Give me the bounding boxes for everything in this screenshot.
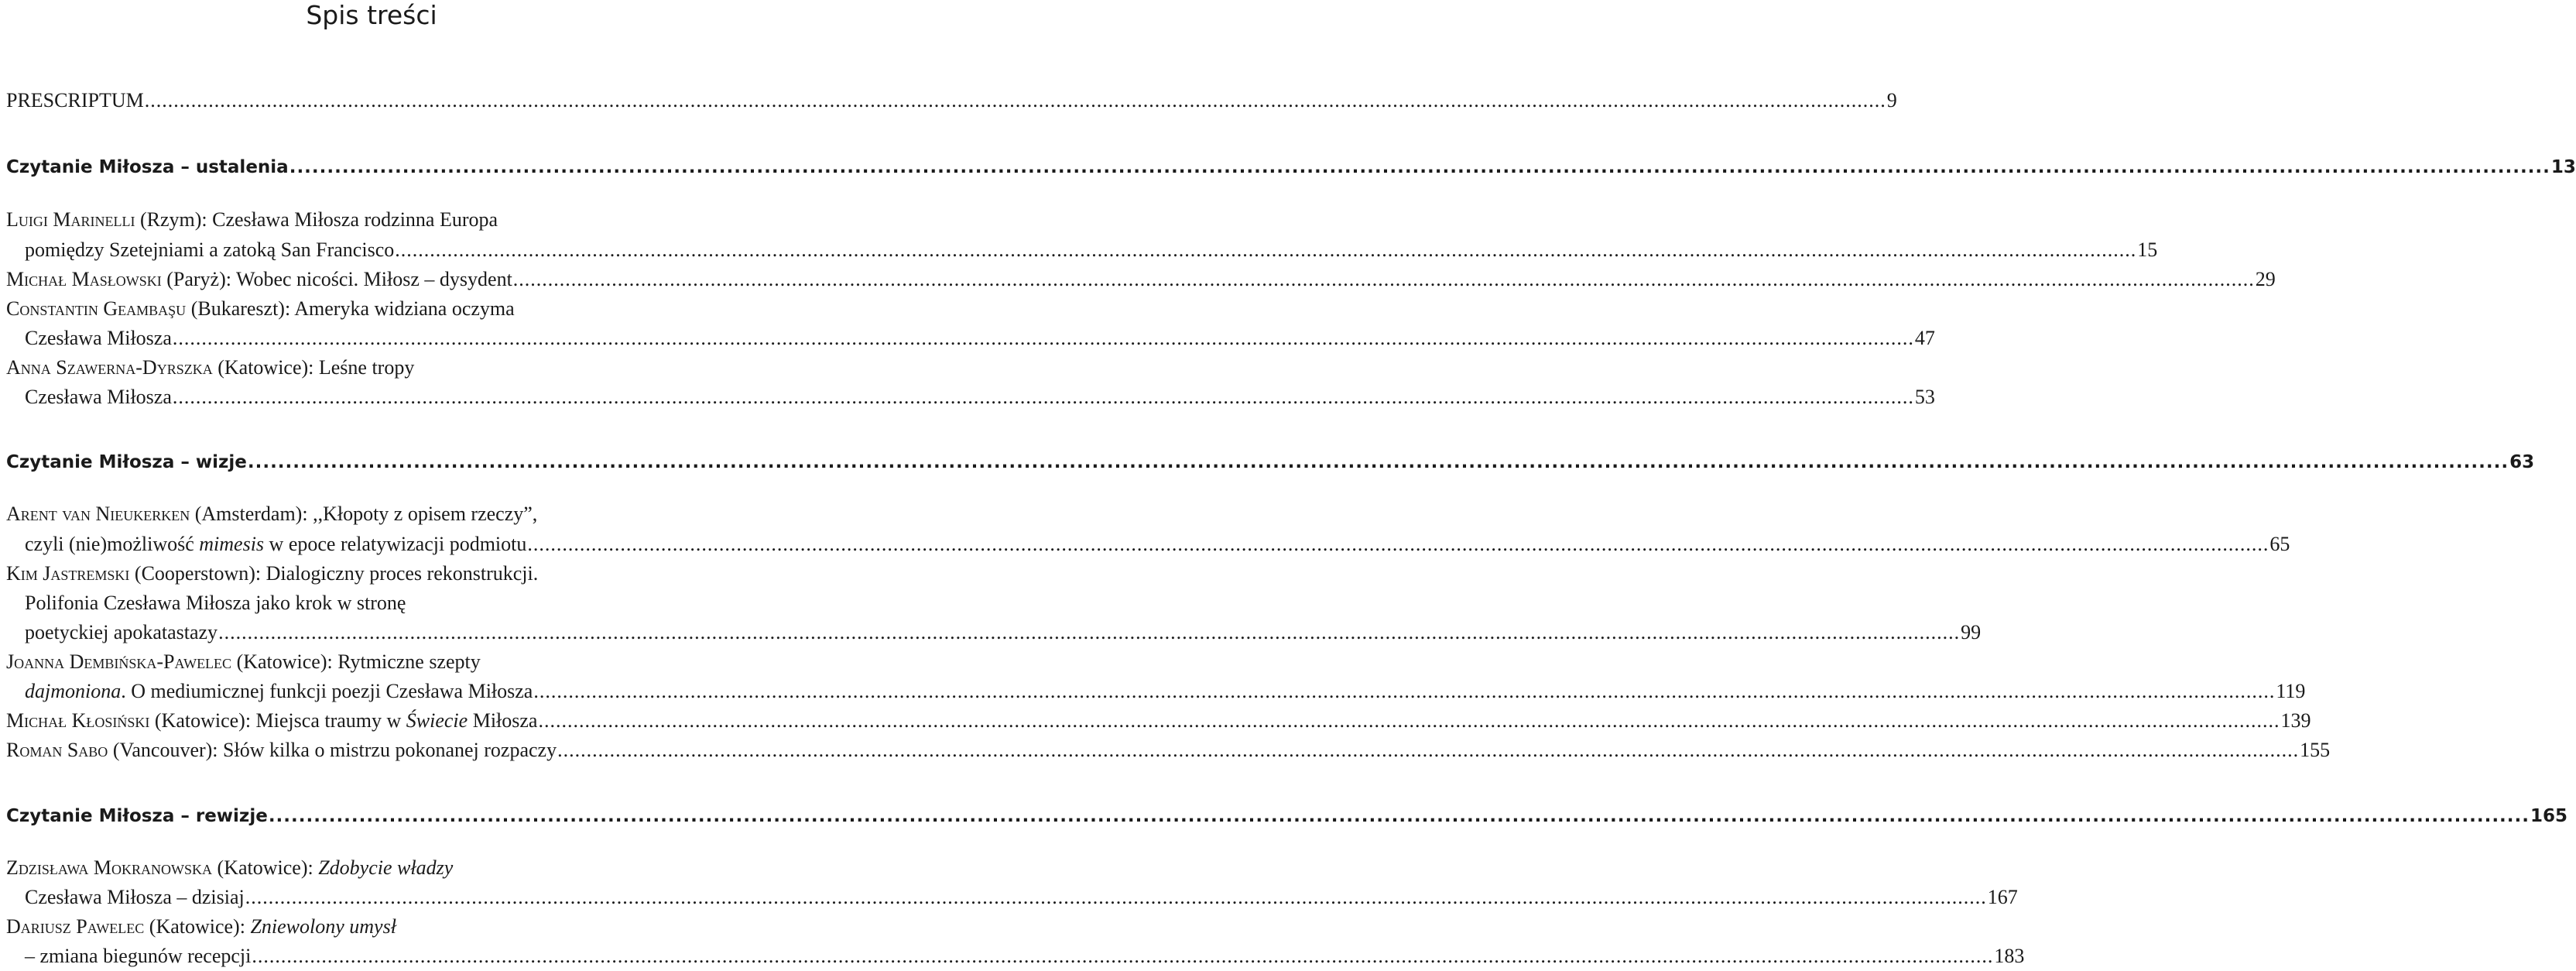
entry-title: (Amsterdam): ,,Kłopoty z opisem rzeczy”, [190,503,538,525]
leader-dots: ............................................................................................................................................................................................................................................................................................................ [289,157,2550,177]
entry-title: (Cooperstown): Dialogiczny proces rekonstrukcji. [129,562,539,585]
page-number: 15 [2137,238,2158,261]
toc-section-rewizje [6,801,2568,831]
entry-title: (Katowice): Rytmiczne szepty [231,650,481,673]
toc-entry-maslowski [6,265,2276,294]
toc-entry-szawerna-cont [25,383,1935,412]
entry-title-italic: Zdobycie władzy [318,856,454,879]
toc-entry-szawerna [6,353,740,383]
leader-dots: ............................................................................................................................................................................................................................................................................................................ [512,268,2255,290]
leader-dots: ............................................................................................................................................................................................................................................................................................................ [172,386,1914,408]
page-number: 65 [2269,533,2290,555]
page-number: 165 [2530,806,2568,826]
entry-author: Joanna Dembińska-Pawelec [6,650,232,673]
entry-title: Czesława Miłosza – dzisiaj [25,886,245,908]
leader-dots: ............................................................................................................................................................................................................................................................................................................ [268,806,2530,826]
entry-title: . O mediumicznej funkcji poezji Czesława Miłosza [121,680,533,702]
toc-entry-nieukerken-cont [25,530,2290,559]
entry-title: Polifonia Czesława Miłosza jako krok w stronę [25,592,406,614]
entry-title: (Rzym): Czesława Miłosza rodzinna Europa [135,208,498,231]
leader-dots: ............................................................................................................................................................................................................................................................................................................ [172,327,1914,349]
entry-title-italic: mimesis [199,533,265,555]
leader-dots: ............................................................................................................................................................................................................................................................................................................ [533,680,2276,702]
toc-entry-pawelec-cont [25,942,2025,971]
entry-author: Roman Sabo [6,739,108,761]
leader-dots: ............................................................................................................................................................................................................................................................................................................ [144,89,1886,112]
entry-title: PRESCRIPTUM [6,89,144,112]
entry-title: (Vancouver): Słów kilka o mistrzu pokonanej rozpaczy [108,739,557,761]
entry-author: Anna Szawerna-Dyrszka [6,356,213,379]
leader-dots: ............................................................................................................................................................................................................................................................................................................ [395,238,2137,261]
toc-entry-pawelec [6,912,740,942]
page-number: 139 [2280,709,2311,732]
entry-title: poetyckiej apokatastazy [25,621,218,643]
entry-title: Czesława Miłosza [25,386,172,408]
entry-author: Dariusz Pawelec [6,915,145,938]
toc-entry-klosinski [6,706,2311,736]
page-number: 63 [2509,452,2535,472]
entry-title-italic: dajmoniona [25,680,122,702]
toc-entry-jastremski [6,559,740,588]
section-title: Czytanie Miłosza – ustalenia [6,157,289,177]
toc-entry-geambasu [6,294,740,324]
toc-entry-mokranowska [6,853,740,883]
leader-dots: ............................................................................................................................................................................................................................................................................................................ [527,533,2269,555]
entry-title: Miłosza [468,709,538,732]
section-title: Czytanie Miłosza – wizje [6,452,247,472]
entry-title: czyli (nie)możliwość [25,533,200,555]
page-number: 53 [1914,386,1935,408]
toc-entry-mokranowska-cont [25,883,2018,912]
entry-title: (Bukareszt): Ameryka widziana oczyma [186,297,515,320]
entry-author: Constantin Geambaşu [6,297,187,320]
entry-author: Zdzisława Mokranowska [6,856,213,879]
entry-title: (Paryż): Wobec nicości. Miłosz – dysydent [161,268,512,290]
entry-title: (Katowice): [144,915,251,938]
page-number: 9 [1886,89,1897,112]
toc-entry-geambasu-cont [25,324,1935,353]
page-number: 29 [2255,268,2276,290]
page-number: 13 [2550,157,2576,177]
toc-entry-nieukerken [6,499,740,529]
page-title: Spis treści [306,0,437,30]
leader-dots: ............................................................................................................................................................................................................................................................................................................ [557,739,2300,761]
entry-title: pomiędzy Szetejniami a zatoką San Francisco [25,238,395,261]
page-number: 99 [1961,621,1982,643]
leader-dots: ............................................................................................................................................................................................................................................................................................................ [247,452,2509,472]
entry-title: (Katowice): Leśne tropy [212,356,415,379]
page-number: 155 [2300,739,2331,761]
page-number: 119 [2276,680,2306,702]
toc-entry-prescriptum [6,86,1897,115]
section-title: Czytanie Miłosza – rewizje [6,806,268,826]
entry-author: Michał Kłosiński [6,709,150,732]
toc-entry-dembinska [6,647,740,677]
page-number: 47 [1914,327,1935,349]
toc-entry-dembinska-cont [25,677,2306,706]
toc-entry-marinelli [6,205,740,235]
toc-entry-marinelli-cont [25,235,2158,265]
toc-section-ustalenia [6,153,2576,182]
entry-title-italic: Zniewolony umysł [250,915,396,938]
leader-dots: ............................................................................................................................................................................................................................................................................................................ [218,621,1961,643]
entry-title: – zmiana biegunów recepcji [25,945,252,967]
entry-author: Kim Jastremski [6,562,130,585]
entry-title: w epoce relatywizacji podmiotu [264,533,527,555]
entry-title: (Katowice): [212,856,319,879]
page-number: 167 [1987,886,2018,908]
page-number: 183 [1994,945,2025,967]
leader-dots: ............................................................................................................................................................................................................................................................................................................ [245,886,1987,908]
toc-entry-sabo [6,736,2331,765]
leader-dots: ............................................................................................................................................................................................................................................................................................................ [252,945,1994,967]
entry-author: Michał Masłowski [6,268,162,290]
leader-dots: ............................................................................................................................................................................................................................................................................................................ [538,709,2280,732]
entry-author: Luigi Marinelli [6,208,135,231]
entry-title: Czesława Miłosza [25,327,172,349]
entry-title: (Katowice): Miejsca traumy w [149,709,406,732]
entry-title-italic: Świecie [406,709,468,732]
toc-section-wizje [6,448,2535,477]
entry-author: Arent van Nieukerken [6,503,190,525]
toc-entry-jastremski-cont2 [25,618,1982,647]
toc-entry-jastremski-cont [25,588,740,618]
